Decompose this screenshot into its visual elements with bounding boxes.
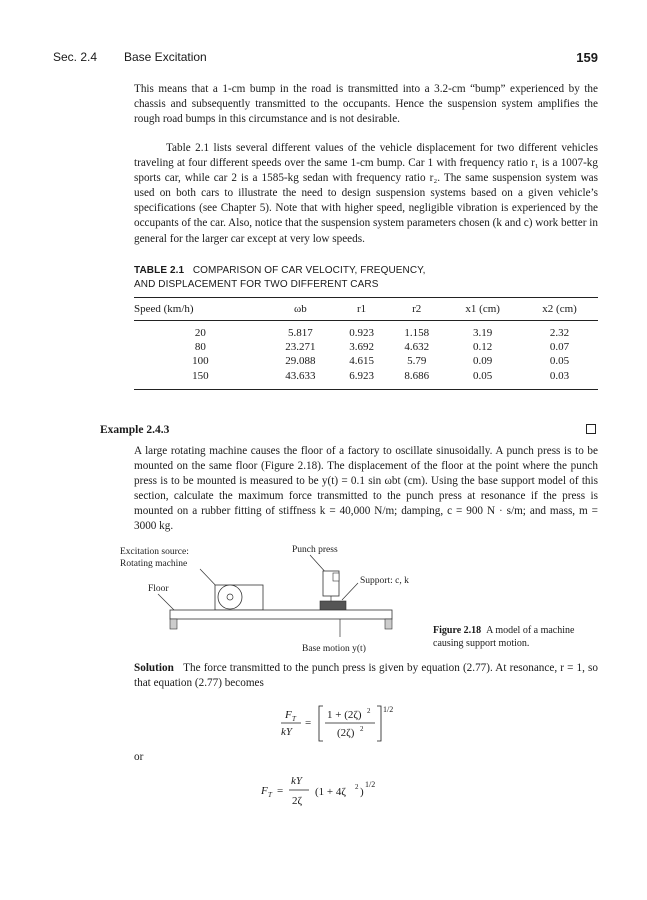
table-cell: 23.271 [285, 341, 316, 354]
table-row [134, 340, 598, 354]
col-header: r1 [334, 298, 389, 321]
table-cell: 3.19 [473, 327, 493, 339]
table-cell: 0.03 [521, 369, 598, 390]
equation-2 [255, 770, 455, 810]
table-cell: 29.088 [285, 355, 316, 368]
example-title: Example 2.4.3 [100, 424, 170, 436]
example-text: A large rotating machine causes the floor of a factory to oscillate sinusoidally. A punch press is to be mounted on the same floor (Figure 2.18). The displacement of the floor at the point where the punch press is to be mounted is measured to be y(t) = 0.1 sin ωbt (cm). Using the base support model of this section, calculate the maximum force transmitted to the punch press at resonance if the press is mounted on a rubber fitting of stiffness k = 40,000 N/m; damping, c = 900 N · s/m; and mass, m = 3000 kg. [134, 445, 598, 533]
table-row [134, 354, 598, 368]
eq1-equals: = [305, 717, 312, 729]
eq2-frac-den: 2ζ [292, 795, 303, 807]
table-cell: 0.923 [349, 327, 374, 339]
eq2-lhs-sub: T [268, 791, 272, 799]
table-row [134, 369, 598, 390]
figure-label-excitation-1: Excitation source: [120, 547, 189, 557]
figure-number: Figure 2.18 [433, 625, 482, 636]
table-cell: 5.817 [287, 327, 313, 339]
table-cell: 5.79 [407, 355, 427, 368]
table-caption [134, 264, 426, 292]
right-support [385, 619, 392, 629]
figure-label-excitation-2: Rotating machine [120, 559, 188, 569]
figure-label-base: Base motion y(t) [302, 644, 366, 654]
left-support [170, 619, 177, 629]
eq2-lhs: F [261, 785, 268, 797]
data-table [134, 297, 598, 390]
eq2-paren: (1 + 4ζ [315, 786, 346, 798]
solution-text: The force transmitted to the punch press is given by equation (2.77). At resonance, r = 1, so that equation (2.77) becomes [134, 662, 598, 690]
eq1-rhs-den-sup: 2 [360, 725, 364, 733]
eq1-power: 1/2 [383, 705, 394, 714]
page-number: 159 [576, 50, 598, 65]
eq2-power: 1/2 [365, 780, 376, 789]
col-header: Speed (km/h) [134, 298, 267, 321]
figure-caption [433, 624, 601, 650]
table-cell: 0.05 [549, 355, 570, 368]
col-header: x1 (cm) [444, 298, 521, 321]
figure-label-support: Support: c, k [360, 576, 409, 586]
page-header [53, 50, 598, 66]
paragraph-2: Table 2.1 lists several different values of the vehicle displacement for two different vehicles traveling at four different speeds over the same 1-cm bump. Car 1 with frequency ratio r₁ is a 1007-kg sports car, while car 2 is a 1585-kg sedan with frequency ratio r₂. The same suspension system was used on both cars to illustrate the need to design suspension systems based on a given vehicle’s specifications (see Chapter 5). Note that with higher speed, negligible vibration is experienced by the occupants of the car. Also, notice that the suspension system parameters chosen (k and c) work better in general for the larger car except at very low speeds. [134, 142, 598, 245]
eq2-paren-sup: 2 [355, 783, 359, 791]
table-caption-line-1: COMPARISON OF CAR VELOCITY, FREQUENCY, [192, 265, 426, 276]
eq1-lhs-num: F [285, 709, 292, 721]
figure-label-punch: Punch press [292, 545, 338, 555]
eq1-rhs-num-sup: 2 [367, 707, 371, 715]
section-title: Base Excitation [124, 50, 207, 64]
table-label: TABLE 2.1 [134, 265, 185, 276]
flywheel-hub-icon [227, 594, 233, 600]
table-cell: 4.615 [349, 355, 374, 368]
table-cell: 2.32 [549, 327, 570, 339]
floor-slab [170, 610, 392, 619]
eq1-left-bracket [319, 706, 323, 741]
solution-label: Solution [134, 662, 174, 674]
figure-machine-model [120, 545, 409, 655]
table-cell: 0.05 [444, 369, 521, 390]
table-caption-line-2: AND DISPLACEMENT FOR TWO DIFFERENT CARS [134, 279, 379, 290]
eq2-close: ) [360, 786, 364, 798]
col-header: ωb [267, 298, 334, 321]
eq1-rhs-den: (2ζ) [337, 727, 355, 739]
table-header-row [134, 298, 598, 321]
leader-line [342, 583, 358, 600]
end-of-example-box-icon [586, 424, 596, 434]
eq1-right-bracket [377, 706, 381, 741]
equation-1 [275, 703, 435, 743]
figure-caption-text: A model of a machine causing support motion. [433, 625, 575, 649]
eq1-rhs-num: 1 + (2ζ) [327, 709, 362, 721]
paragraph-1: This means that a 1-cm bump in the road is transmitted into a 3.2-cm “bump” experienced by the chassis and subsequently transmitted to the occupants. Hence the suspension system amplifies the rough road bumps in this circumstance and is not desirable. [134, 83, 598, 126]
table-cell: 0.07 [549, 341, 570, 354]
table-cell: 43.633 [267, 369, 334, 390]
leader-line [158, 594, 176, 612]
punch-press-head [333, 573, 339, 581]
table-cell: 6.923 [334, 369, 389, 390]
section-number: Sec. 2.4 [53, 50, 98, 64]
col-header: r2 [389, 298, 444, 321]
eq2-frac-num: kY [291, 775, 302, 787]
table-cell: 80 [194, 341, 206, 354]
support-mount [320, 601, 346, 610]
table-cell: 8.686 [389, 369, 444, 390]
table-cell: 4.632 [404, 341, 430, 354]
table-cell: 1.158 [404, 327, 430, 339]
figure-label-floor: Floor [148, 584, 169, 594]
table-row [134, 321, 598, 341]
table-cell: 0.09 [473, 355, 493, 368]
col-header: x2 (cm) [521, 298, 598, 321]
table-cell: 20 [194, 327, 206, 339]
table-cell: 0.12 [473, 341, 493, 354]
solution-paragraph [134, 661, 598, 691]
eq1-lhs-num-sub: T [292, 715, 296, 723]
or-connector: or [134, 751, 144, 763]
eq1-lhs-den: kY [281, 726, 292, 738]
eq2-equals: = [277, 785, 284, 797]
table-cell: 3.692 [349, 341, 374, 354]
table-cell: 100 [192, 355, 209, 368]
table-cell: 150 [134, 369, 267, 390]
